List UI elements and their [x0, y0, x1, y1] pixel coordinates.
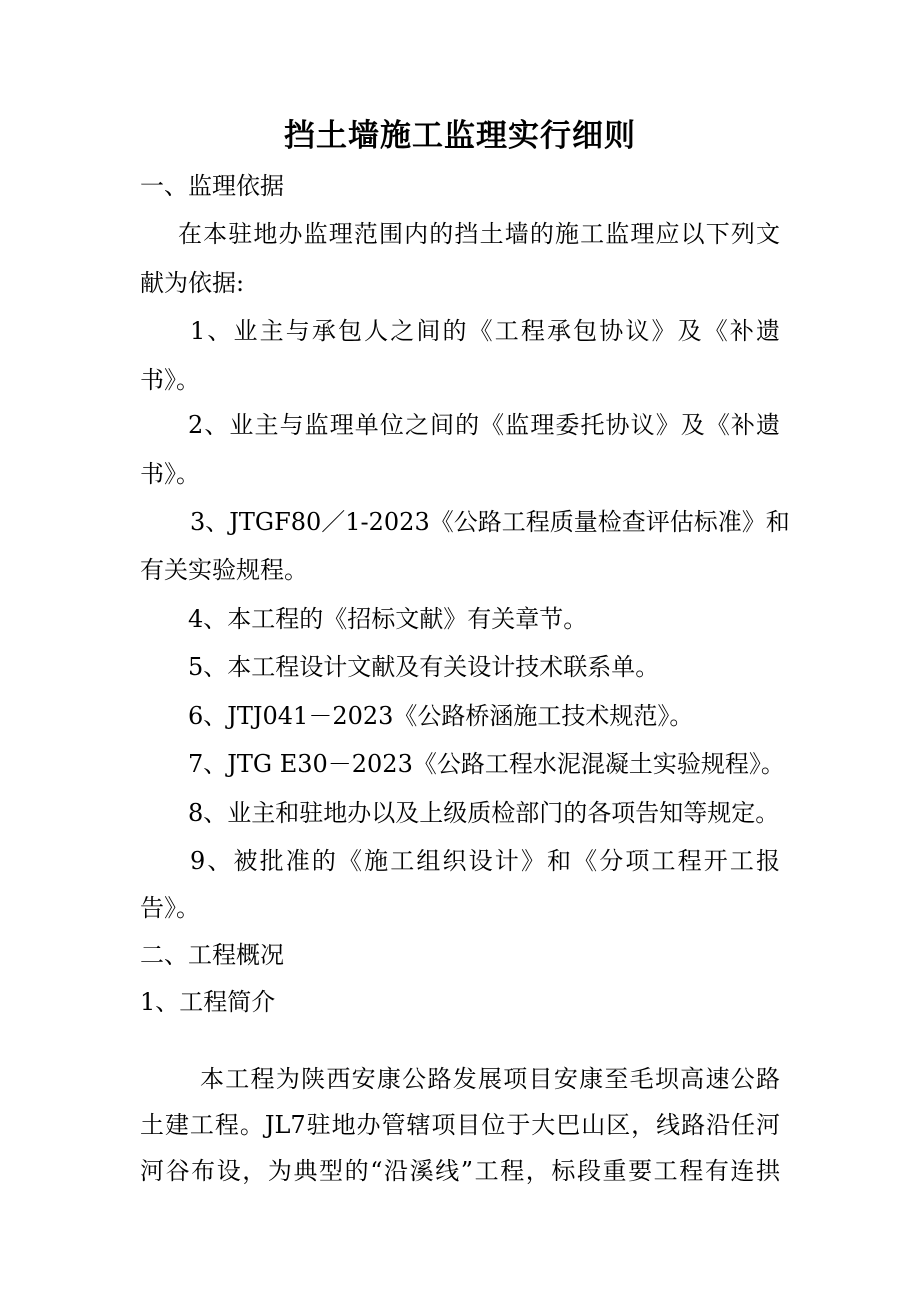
list-item-1-cont: 书》。 [140, 366, 200, 394]
list-item-2-cont: 书》。 [140, 460, 200, 488]
paragraph-line: 在本驻地办监理范围内的挡土墙的施工监理应以下列文 [178, 220, 780, 248]
section-heading-basis: 一、监理依据 [140, 172, 284, 200]
section-heading-overview: 二、工程概况 [140, 941, 284, 969]
paragraph-line: 献为依据: [140, 269, 245, 297]
list-item-4: 4、本工程的《招标文献》有关章节。 [188, 605, 588, 633]
list-item-8: 8、业主和驻地办以及上级质检部门的各项告知等规定。 [188, 799, 780, 827]
paragraph-line: 土建工程。JL7驻地办管辖项目位于大巴山区，线路沿任河 [140, 1111, 780, 1139]
list-item-9: 9、被批准的《施工组织设计》和《分项工程开工报 [190, 847, 780, 875]
paragraph-line: 本工程为陕西安康公路发展项目安康至毛坝高速公路 [200, 1065, 780, 1093]
list-item-2: 2、业主与监理单位之间的《监理委托协议》及《补遗 [188, 411, 780, 439]
list-item-1: 1、业主与承包人之间的《工程承包协议》及《补遗 [190, 317, 780, 345]
list-item-3: 3、JTGF80／1-2023《公路工程质量检查评估标准》和 [190, 508, 790, 536]
list-item-9-cont: 告》。 [140, 894, 200, 922]
list-item-7: 7、JTG E30－2023《公路工程水泥混凝土实验规程》。 [188, 750, 785, 778]
paragraph-line: 河谷布设，为典型的“沿溪线”工程，标段重要工程有连拱 [140, 1157, 780, 1185]
list-item-6: 6、JTJ041－2023《公路桥涵施工技术规范》。 [188, 702, 694, 730]
list-item-5: 5、本工程设计文献及有关设计技术联系单。 [188, 653, 660, 681]
document-title: 挡土墙施工监理实行细则 [284, 118, 636, 154]
subsection-heading-intro: 1、工程简介 [140, 988, 276, 1016]
list-item-3-cont: 有关实验规程。 [140, 556, 308, 584]
